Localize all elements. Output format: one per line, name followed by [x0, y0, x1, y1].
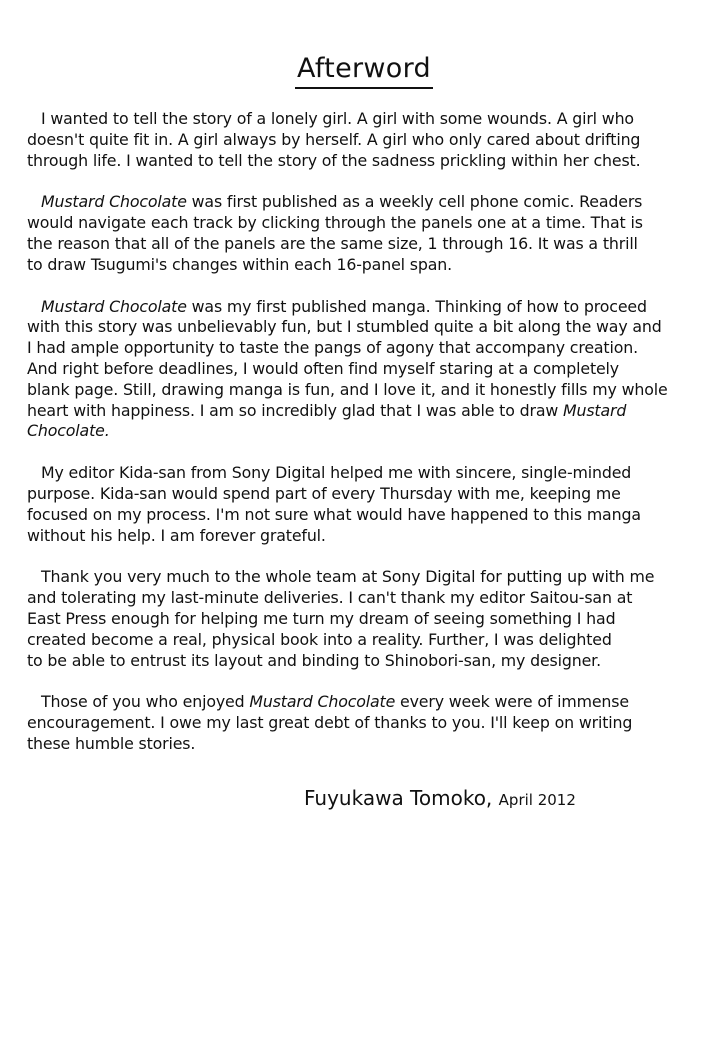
paragraph-4	[27, 463, 707, 546]
book-title: Chocolate.	[27, 421, 110, 441]
paragraph-6	[27, 692, 707, 754]
book-title: Mustard Chocolate	[41, 296, 187, 316]
text-line: I wanted to tell the story of a lonely girl. A girl with some wounds. A girl who	[41, 109, 634, 128]
paragraph-1	[27, 109, 707, 171]
text-line: East Press enough for helping me turn my dream of seeing something I had	[27, 608, 616, 628]
text-line: I had ample opportunity to taste the pangs of agony that accompany creation.	[27, 338, 638, 358]
text-line: with this story was unbelievably fun, but I stumbled quite a bit along the way and	[27, 317, 662, 337]
text-line: And right before deadlines, I would often find myself staring at a completely	[27, 358, 619, 378]
text-line: purpose. Kida-san would spend part of every Thursday with me, keeping me	[27, 483, 621, 503]
signature-date: April 2012	[498, 791, 576, 809]
text-line: created become a real, physical book into a reality. Further, I was delighted	[27, 629, 612, 649]
text-line: Thank you very much to the whole team at Sony Digital for putting up with me	[41, 567, 655, 587]
book-title: Mustard Chocolate	[41, 192, 187, 212]
text-fragment: was my first published manga. Thinking of how to proceed	[186, 296, 647, 316]
text-line: these humble stories.	[27, 733, 196, 753]
paragraph-5	[27, 567, 707, 671]
page-title-text: Afterword	[295, 52, 433, 89]
book-title: Mustard Chocolate	[249, 692, 396, 712]
paragraph-3	[27, 297, 707, 443]
text-line	[27, 297, 707, 318]
text-line: to be able to entrust its layout and binding to Shinobori-san, my designer.	[27, 650, 601, 670]
signature	[304, 784, 576, 814]
text-line: through life. I wanted to tell the story of the sadness prickling within her chest.	[27, 150, 641, 170]
text-line: without his help. I am forever grateful.	[27, 525, 326, 545]
paragraph-2	[27, 192, 707, 275]
text-line: blank page. Still, drawing manga is fun, and I love it, and it honestly fills my whole	[27, 379, 668, 399]
text-line: the reason that all of the panels are the same size, 1 through 16. It was a thrill	[27, 233, 638, 253]
text-line: doesn't quite fit in. A girl always by herself. A girl who only cared about drifting	[27, 129, 641, 149]
text-line: My editor Kida-san from Sony Digital helped me with sincere, single-minded	[41, 463, 632, 483]
text-fragment: every week were of immense	[395, 692, 629, 712]
text-fragment: was first published as a weekly cell phone comic. Readers	[186, 192, 643, 212]
text-line: focused on my process. I'm not sure what would have happened to this manga	[27, 504, 641, 524]
book-title: Mustard	[563, 400, 627, 420]
text-line	[27, 401, 707, 422]
text-line: encouragement. I owe my last great debt of thanks to you. I'll keep on writing	[27, 713, 633, 733]
author-name: Fuyukawa Tomoko,	[304, 786, 493, 810]
text-line: and tolerating my last-minute deliveries. I can't thank my editor Saitou-san at	[27, 588, 633, 608]
text-fragment: Those of you who enjoyed	[41, 692, 250, 712]
text-line	[27, 692, 707, 713]
afterword-body	[27, 109, 707, 776]
page-title	[0, 52, 728, 89]
text-line	[27, 192, 707, 213]
text-fragment: heart with happiness. I am so incredibly glad that I was able to draw	[27, 400, 564, 420]
text-line: would navigate each track by clicking through the panels one at a time. That is	[27, 213, 643, 233]
text-line: to draw Tsugumi's changes within each 16-panel span.	[27, 254, 452, 274]
